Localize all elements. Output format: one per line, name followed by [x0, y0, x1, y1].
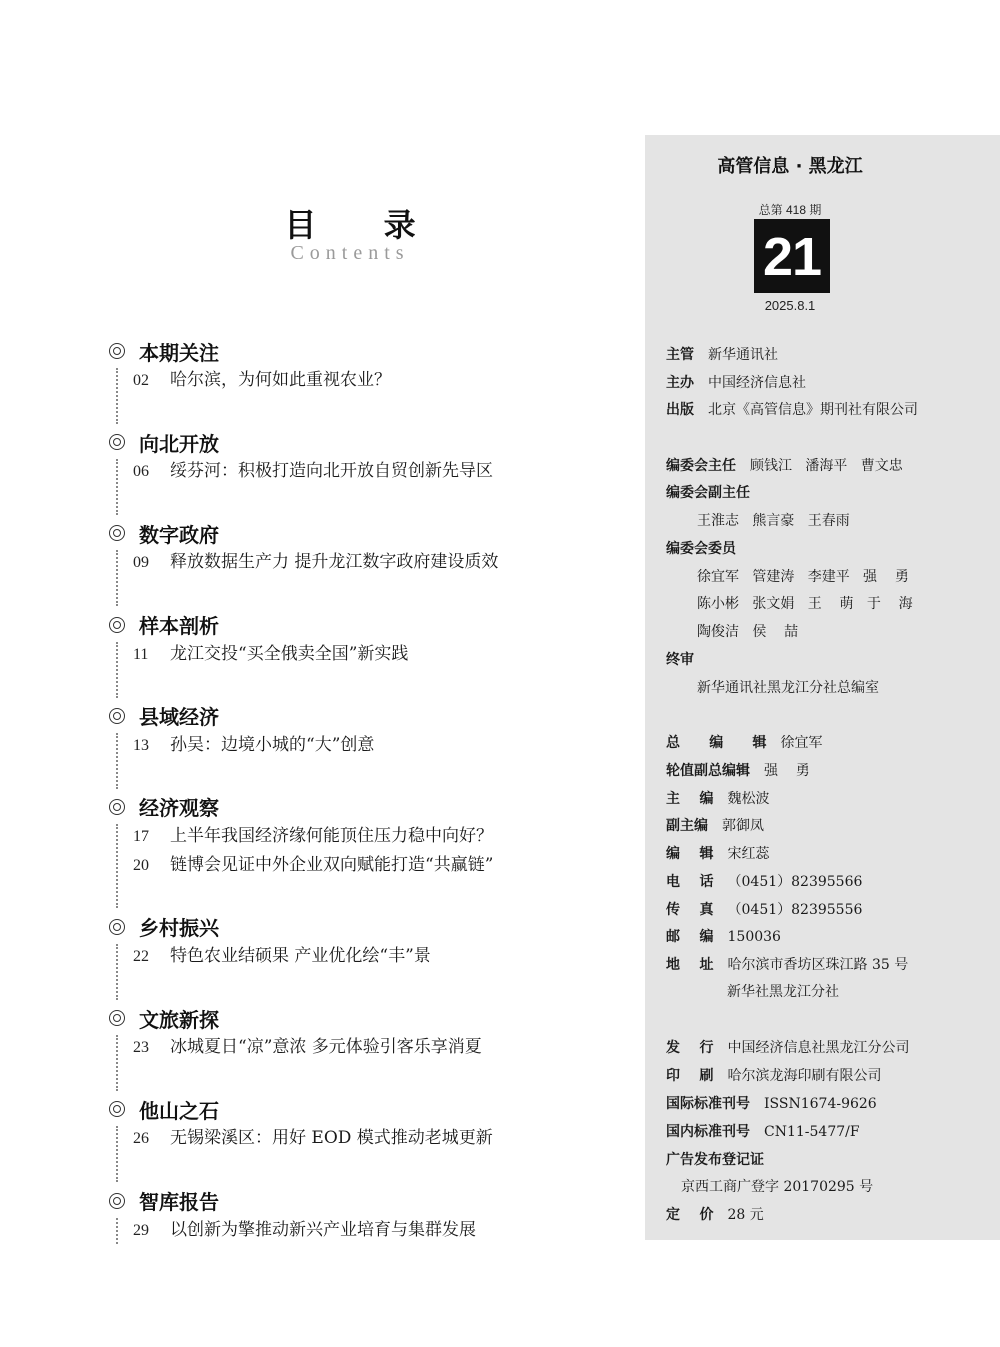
double-circle-bullet-icon	[109, 343, 125, 359]
article-title: 链博会见证中外企业双向赋能打造“共赢链”	[170, 854, 494, 875]
toc-section	[105, 912, 625, 1003]
info-value: ISSN1674-9626	[764, 1096, 877, 1112]
toc-entry[interactable]	[133, 1216, 625, 1245]
double-circle-bullet-icon	[109, 708, 125, 724]
info-label: 主 编	[666, 791, 714, 807]
info-value: 新华通讯社黑龙江分社总编室	[697, 680, 879, 696]
info-label: 传 真	[666, 902, 714, 918]
article-title: 冰城夏日“凉”意浓 多元体验引客乐享消夏	[170, 1037, 482, 1058]
toc-section	[105, 427, 625, 518]
masthead-info-row	[666, 650, 694, 670]
toc-entry[interactable]	[133, 640, 625, 669]
info-value: （0451）82395556	[727, 902, 863, 918]
info-value: 陶俊洁 侯 喆	[697, 624, 799, 640]
info-value: 宋红蕊	[727, 846, 770, 862]
article-title: 哈尔滨，为何如此重视农业？	[170, 370, 391, 390]
info-label: 定 价	[666, 1207, 714, 1223]
masthead-info-row	[666, 400, 918, 420]
toc-entry[interactable]	[133, 366, 625, 395]
info-label: 国际标准刊号	[666, 1096, 750, 1112]
info-value: 郭御凤	[722, 818, 764, 834]
double-circle-bullet-icon	[109, 1010, 125, 1026]
section-title: 文旅新探	[139, 1007, 219, 1032]
masthead-info-row	[697, 678, 879, 698]
double-circle-bullet-icon	[109, 525, 125, 541]
toc-entry[interactable]	[133, 731, 625, 760]
page-number: 09	[133, 554, 149, 572]
page-number: 20	[133, 856, 149, 874]
masthead-info-row	[666, 373, 806, 393]
info-value: 强 勇	[764, 763, 810, 779]
toc-entry[interactable]	[133, 822, 625, 851]
masthead-info-row	[666, 345, 778, 365]
dotted-divider	[116, 642, 118, 698]
masthead-info-row	[666, 872, 862, 892]
article-title: 上半年我国经济缘何能顶住压力稳中向好？	[170, 825, 493, 846]
toc-section	[105, 610, 625, 701]
dotted-divider	[116, 944, 118, 1000]
masthead-info-row	[666, 927, 781, 947]
toc-section	[105, 701, 625, 792]
info-label: 地 址	[666, 957, 714, 973]
info-value: 中国经济信息社	[708, 375, 806, 391]
article-title: 无锡梁溪区：用好 EOD 模式推动老城更新	[170, 1128, 493, 1149]
info-label: 国内标准刊号	[666, 1124, 750, 1140]
info-label: 副主编	[666, 818, 708, 834]
info-value: 中国经济信息社黑龙江分公司	[727, 1040, 910, 1056]
info-label: 广告发布登记证	[666, 1152, 764, 1168]
info-label: 主管	[666, 347, 694, 363]
article-title: 释放数据生产力 提升龙江数字政府建设质效	[170, 552, 499, 573]
dotted-divider	[116, 1218, 118, 1244]
dotted-divider	[116, 1035, 118, 1091]
page-number: 06	[133, 463, 149, 481]
double-circle-bullet-icon	[109, 1193, 125, 1209]
article-title: 特色农业结硕果 产业优化绘“丰”景	[170, 945, 431, 966]
toc-entry[interactable]	[133, 548, 625, 577]
info-value: （0451）82395566	[727, 874, 863, 890]
masthead-title: 高管信息 · 黑龙江	[717, 156, 863, 177]
double-circle-bullet-icon	[109, 434, 125, 450]
section-title: 他山之石	[139, 1098, 219, 1123]
info-value: 新华社黑龙江分社	[727, 984, 839, 1000]
section-title: 智库报告	[139, 1190, 219, 1214]
dotted-divider	[116, 459, 118, 515]
toc-entry[interactable]	[133, 851, 625, 880]
info-value: CN11-5477/F	[764, 1124, 860, 1140]
info-value: 徐宜军	[780, 735, 823, 751]
dotted-divider	[116, 368, 118, 424]
info-label: 编委会副主任	[666, 485, 750, 501]
info-value: 顾钱江 潘海平 曹文忠	[750, 458, 903, 474]
info-value: 28 元	[727, 1207, 764, 1223]
toc-subtitle: Contents	[290, 242, 410, 264]
dotted-divider	[116, 733, 118, 789]
toc-section	[105, 336, 625, 427]
masthead-info-row	[666, 900, 862, 920]
info-label: 总 编 辑	[666, 735, 767, 751]
double-circle-bullet-icon	[109, 617, 125, 633]
masthead-info-row	[666, 844, 770, 864]
total-issue-number: 总第 418 期	[758, 203, 822, 217]
toc-title-block	[240, 200, 460, 265]
toc-section	[105, 792, 625, 912]
masthead-info-row	[666, 483, 750, 503]
info-label: 轮值副总编辑	[666, 763, 750, 779]
page-number: 26	[133, 1130, 149, 1148]
toc-section	[105, 1003, 625, 1094]
info-value: 魏松波	[727, 791, 770, 807]
masthead-info-row	[666, 733, 823, 753]
info-value: 王淮志 熊言豪 王春雨	[697, 513, 850, 529]
info-label: 电 话	[666, 874, 714, 890]
table-of-contents	[105, 336, 625, 1277]
toc-entry[interactable]	[133, 457, 625, 486]
info-value: 哈尔滨市香坊区珠江路 35 号	[727, 957, 909, 973]
toc-entry[interactable]	[133, 1124, 625, 1153]
toc-entry[interactable]	[133, 1033, 625, 1062]
masthead-info-row	[666, 456, 903, 476]
page-number: 11	[133, 645, 149, 663]
issue-number-badge: 21	[754, 219, 830, 293]
page-number: 22	[133, 947, 149, 965]
masthead-info-row	[666, 1205, 764, 1225]
toc-section	[105, 1094, 625, 1185]
page-number: 29	[133, 1221, 149, 1239]
article-title: 孙吴：边境小城的“大”创意	[170, 734, 375, 755]
info-value: 新华通讯社	[708, 347, 778, 363]
info-label: 邮 编	[666, 929, 714, 945]
page-number: 17	[133, 827, 149, 845]
masthead-info-row	[666, 1150, 764, 1170]
info-label: 印 刷	[666, 1068, 714, 1084]
info-value: 京西工商广登字 20170295 号	[681, 1179, 874, 1195]
double-circle-bullet-icon	[109, 919, 125, 935]
dotted-divider	[116, 550, 118, 606]
section-title: 乡村振兴	[139, 916, 219, 941]
masthead-info-row	[697, 511, 850, 531]
masthead-sidebar	[645, 135, 1000, 1240]
issue-date: 2025.8.1	[764, 298, 816, 313]
dotted-divider	[116, 824, 118, 908]
masthead-info-row	[666, 816, 764, 836]
info-value: 哈尔滨龙海印刷有限公司	[727, 1068, 882, 1084]
section-title: 经济观察	[139, 796, 219, 821]
article-title: 绥芬河：积极打造向北开放自贸创新先导区	[170, 461, 493, 482]
article-title: 龙江交投“买全俄卖全国”新实践	[170, 643, 409, 664]
info-label: 编 辑	[666, 846, 714, 862]
masthead-info-row	[681, 1177, 873, 1197]
toc-entry[interactable]	[133, 942, 625, 971]
masthead-info-row	[666, 1066, 882, 1086]
info-label: 发 行	[666, 1040, 714, 1056]
masthead-info-row	[697, 594, 913, 614]
info-label: 主办	[666, 375, 694, 391]
page-number: 23	[133, 1039, 149, 1057]
info-value: 150036	[727, 929, 781, 945]
toc-section	[105, 518, 625, 609]
toc-section	[105, 1186, 625, 1277]
page-number: 02	[133, 372, 149, 389]
masthead-info-row	[727, 982, 839, 1002]
masthead-info-row	[697, 622, 798, 642]
info-label: 终审	[666, 652, 694, 668]
info-label: 编委会主任	[666, 458, 736, 474]
section-title: 数字政府	[139, 522, 219, 547]
section-title: 县域经济	[139, 705, 219, 730]
masthead-info-row	[666, 789, 770, 809]
masthead-info-row	[666, 1094, 877, 1114]
section-title: 样本剖析	[139, 614, 219, 639]
info-value: 徐宜军 管建涛 李建平 强 勇	[697, 569, 909, 585]
info-label: 出版	[666, 402, 694, 418]
masthead-info-row	[666, 761, 810, 781]
dotted-divider	[116, 1126, 118, 1182]
info-value: 北京《高管信息》期刊社有限公司	[708, 402, 918, 418]
section-title: 向北开放	[139, 431, 219, 456]
section-title: 本期关注	[139, 340, 219, 365]
info-value: 陈小彬 张文娟 王 萌 于 海	[697, 596, 913, 612]
masthead-info-row	[666, 539, 736, 559]
masthead-info-row	[666, 1038, 910, 1058]
article-title: 以创新为擎推动新兴产业培育与集群发展	[170, 1219, 476, 1240]
info-label: 编委会委员	[666, 541, 736, 557]
masthead-info-row	[666, 955, 908, 975]
masthead-info-row	[666, 1122, 860, 1142]
masthead-info-row	[697, 567, 909, 587]
double-circle-bullet-icon	[109, 1101, 125, 1117]
page-number: 13	[133, 736, 149, 754]
double-circle-bullet-icon	[109, 799, 125, 815]
toc-title: 目 录	[284, 206, 444, 244]
